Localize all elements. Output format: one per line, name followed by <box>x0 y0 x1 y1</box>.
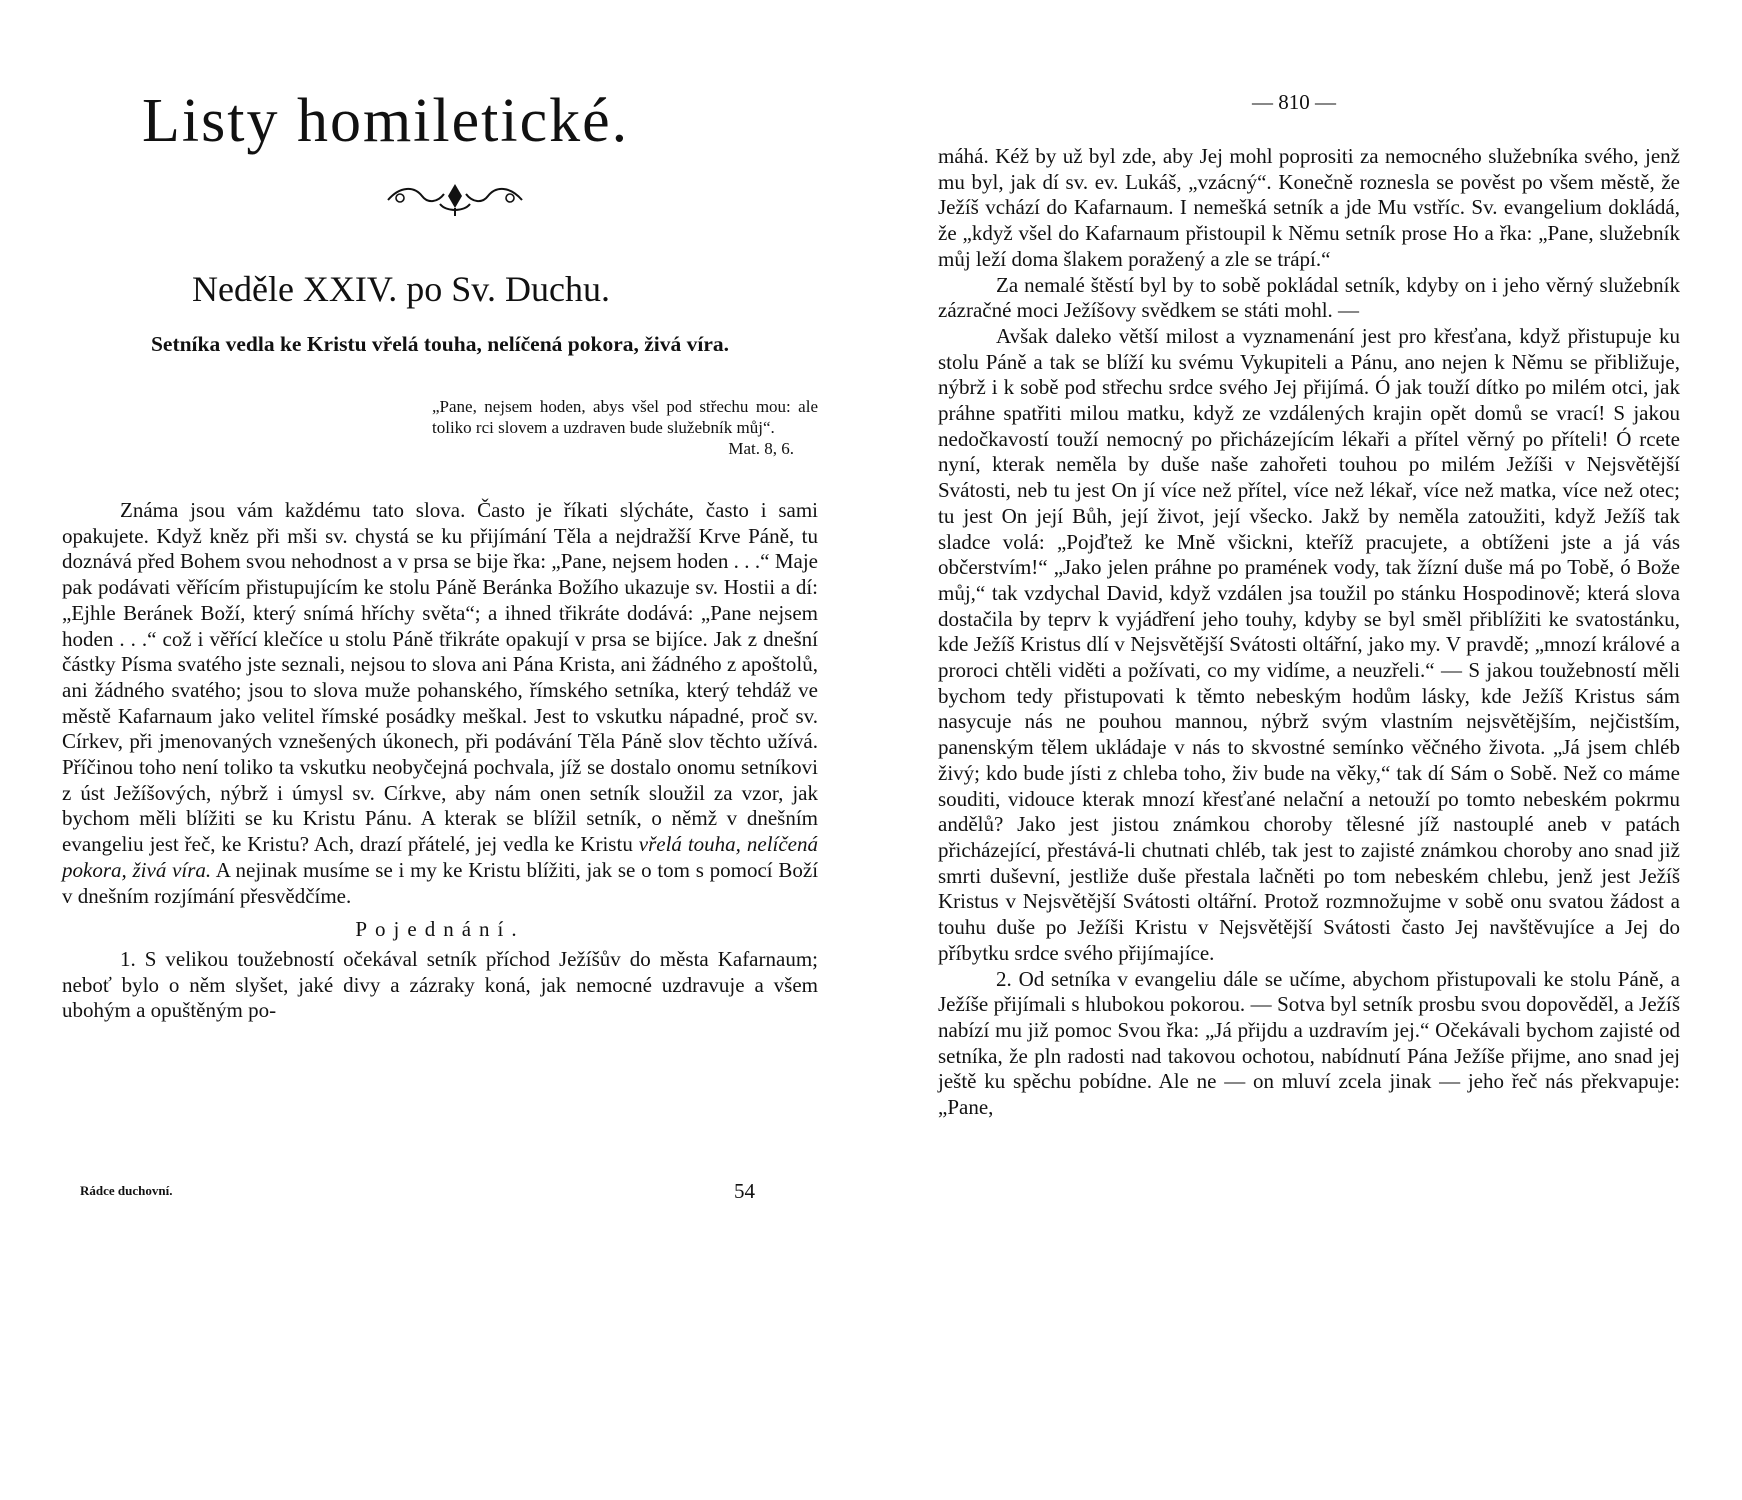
intro-paragraph <box>62 498 818 909</box>
left-body-text <box>62 498 818 1024</box>
intro-text-part2: A nejinak musíme se i my ke Kristu blížiti, jak se o tom s pomocí Boží v dnešním rozjímání přesvědčíme. <box>62 857 819 908</box>
main-title: Listy homiletické. <box>142 87 630 155</box>
epigraph-reference: Mat. 8, 6. <box>728 439 794 458</box>
epigraph-quote: „Pane, nejsem hoden, abys všel pod střechu mou: ale toliko rci slovem a uzdraven bude služebník můj“. <box>432 397 818 437</box>
footer-journal-name: Rádce duchovní. <box>80 1183 173 1198</box>
page-number: — 810 — <box>1252 90 1336 114</box>
epigraph <box>432 396 818 459</box>
point-one-paragraph: 1. S velikou toužebností očekával setník příchod Ježíšův do města Kafarnaum; neboť bylo o něm slyšet, jaké divy a zázraky koná, jak nemocné uzdravuje a všem ubohým a opuštěným po- <box>62 946 818 1023</box>
signature-mark: 54 <box>734 1179 755 1203</box>
emphasis-living-faith: živá víra. <box>132 857 212 882</box>
sunday-title: Neděle XXIV. po Sv. Duchu. <box>192 269 610 309</box>
section-heading: Pojednání. <box>355 917 525 942</box>
ornament-flourish-icon <box>380 178 530 218</box>
point-two-paragraph: 2. Od setníka v evangeliu dále se učíme, abychom přistupovali ke stolu Páně, a Ježíše přijímali s hlubokou pokorou. — Sotva byl setník prosbu svou dopověděl, a Ježíš nabízí mu již pomoc Svou řka: „Já přijdu a uzdravím jej.“ Očekávali bychom zajisté od setníka, že pln radosti nad takovou ochotou, nabídnutí Pána Ježíše přijme, ano snad jej ještě ku spěchu pobídne. Ale ne — on mluví zcela jinak — jeho řeč nás překvapuje: „Pane, <box>938 966 1680 1120</box>
emphasis-fervent-longing: vřelá touha, <box>638 832 741 857</box>
emphasis-humility: nelíčená pokora, <box>62 832 819 882</box>
right-body-text <box>938 144 1680 1121</box>
paragraph: Avšak daleko větší milost a vyznamenání jest pro křesťana, když přistupuje ku stolu Páně a tak se blíží ku svému Vykupiteli a Pánu, ano nejen k Němu se přibližuje, nýbrž i k sobě pod střechu srdce svého Jej přijímá. Ó jak touží dítko po milém otci, jak práhne spatřiti milou matku, když ze vzdálených krajin opět domů se vrací! S jakou nedočkavostí touží nemocný po přicházejícím lékaři a přítel věrný po příteli! Ó rcete nyní, kterak neměla by duše naše zahořeti touhou po milém Ježíši v Nejsvětější Svátosti, neb tu jest On jí více než přítel, více než lékař, více než matka, více než otec; tu jest On její Bůh, její život, její všecko. Jakž by neměla zatoužiti, když Ježíš tak sladce volá: „Pojďtež ke Mně všickni, kteříž pracujete, a obtíženi jste a já vás občerstvím!“ „Jako jelen práhne po pramének vody, tak žízní duše má po Tobě, ó Bože můj,“ tak vzdychal David, když vzdálen jsa toužil po stánku Hospodinově; která slova dostačila by teprv k vyjádření jeho touhy, kdyby se byl směl přiblížiti ke svatostánku, kde Ježíš Kristus dlí v Nejsvětější Svátosti oltářní, jako my. V pravdě; „mnozí králové a proroci chtěli viděti a požívati, co my vidíme, a neuzřeli.“ — S jakou toužebností měli bychom tedy přistupovati k těmto nebeským hodům lásky, kde Ježíš Kristus sám nasycuje nás ne pouhou mannou, nýbrž svým vlastním nejsvětějším, nejčistším, panenským tělem ukládaje v nás to skvostné semínko věčného života. „Já jsem chléb živý; kdo bude jísti z chleba toho, živ bude na věky,“ tak dí Sám o Sobě. Než co máme souditi, vidouce kterak mnozí křesťané nelační a netouží po tomto nebeském pokrmu andělů? Jako jest jistou známkou choroby tělesné jíž nastouplé aneb v patách přicházející, přestává-li chutnati chléb, tak jest to zajisté známkou choroby ano snad již smrti duševní, jestliže duše přestala lačněti po tom nebeském chlebu, jenž jest Ježíš Kristus v Nejsvětější Svátosti oltářní. Protož rozmnožujme v sobě onu svatou žádost a touhu duše po Ježíši Kristu v Nejsvětější Svátosti často Jej navštěvujíce a Jej do příbytku srdce svého přijímajíce. <box>938 323 1680 965</box>
sermon-theme: Setníka vedla ke Kristu vřelá touha, nelíčená pokora, živá víra. <box>150 332 730 356</box>
paragraph: Za nemalé štěstí byl by to sobě pokládal setník, kdyby on i jeho věrný služebník zázračné moci Ježíšovy svědkem se státi mohl. — <box>938 272 1680 323</box>
intro-text-part1: Známa jsou vám každému tato slova. Často je říkati slýcháte, často i sami opakujete. Když kněz při mši sv. chystá se ku přijímání Těla a nejdražší Krve Páně, tu doznává před Bohem svou nehodnost a v prsa se bije řka: „Pane, nejsem hoden . . .“ Maje pak podávati věřícím přistupujícím ke stolu Páně Beránka Božího ukazuje sv. Hostii a dí: „Ejhle Beránek Boží, který snímá hříchy světa“; a ihned třikráte dodává: „Pane nejsem hoden . . .“ což i věřící klečíce u stolu Páně třikráte opakují v prsa se bijíce. Jak z dnešní částky Písma svatého jste seznali, nejsou to slova ani Pána Krista, ani žádného z apoštolů, ani žádného svatého; jsou to slova muže pohanského, římského setníka, který tehdáž ve městě Kafarnaum jako velitel římské posádky meškal. Jest to vskutku nápadné, proč sv. Církev, při jmenovaných vznešených úkonech, při podávání Těla Páně slov těchto užívá. Příčinou toho není toliko ta vskutku neobyčejná pochvala, jíž se dostalo onomu setníkovi z úst Ježíšových, nýbrž i úmysl sv. Církve, aby nám onen setník sloužil za vzor, jak bychom měli blížiti se ku Kristu Pánu. A kterak se blížil setník, o němž v dnešním evangeliu jest řeč, ke Kristu? Ach, drazí přátelé, jej vedla ke Kristu <box>62 498 818 857</box>
continued-paragraph: máhá. Kéž by už byl zde, aby Jej mohl poprositi za nemocného služebníka svého, jenž mu byl, jak dí sv. ev. Lukáš, „vzácný“. Konečně roznesla se pověst po všem městě, že Ježíš vchází do Kafarnaum. I nemešká setník a jde Mu vstříc. Sv. evangelium dokládá, že „když všel do Kafarnaum přistoupil k Němu setník prose Ho a řka: „Pane, služebník můj leží doma šlakem poražený a zle se trápí.“ <box>938 144 1680 271</box>
